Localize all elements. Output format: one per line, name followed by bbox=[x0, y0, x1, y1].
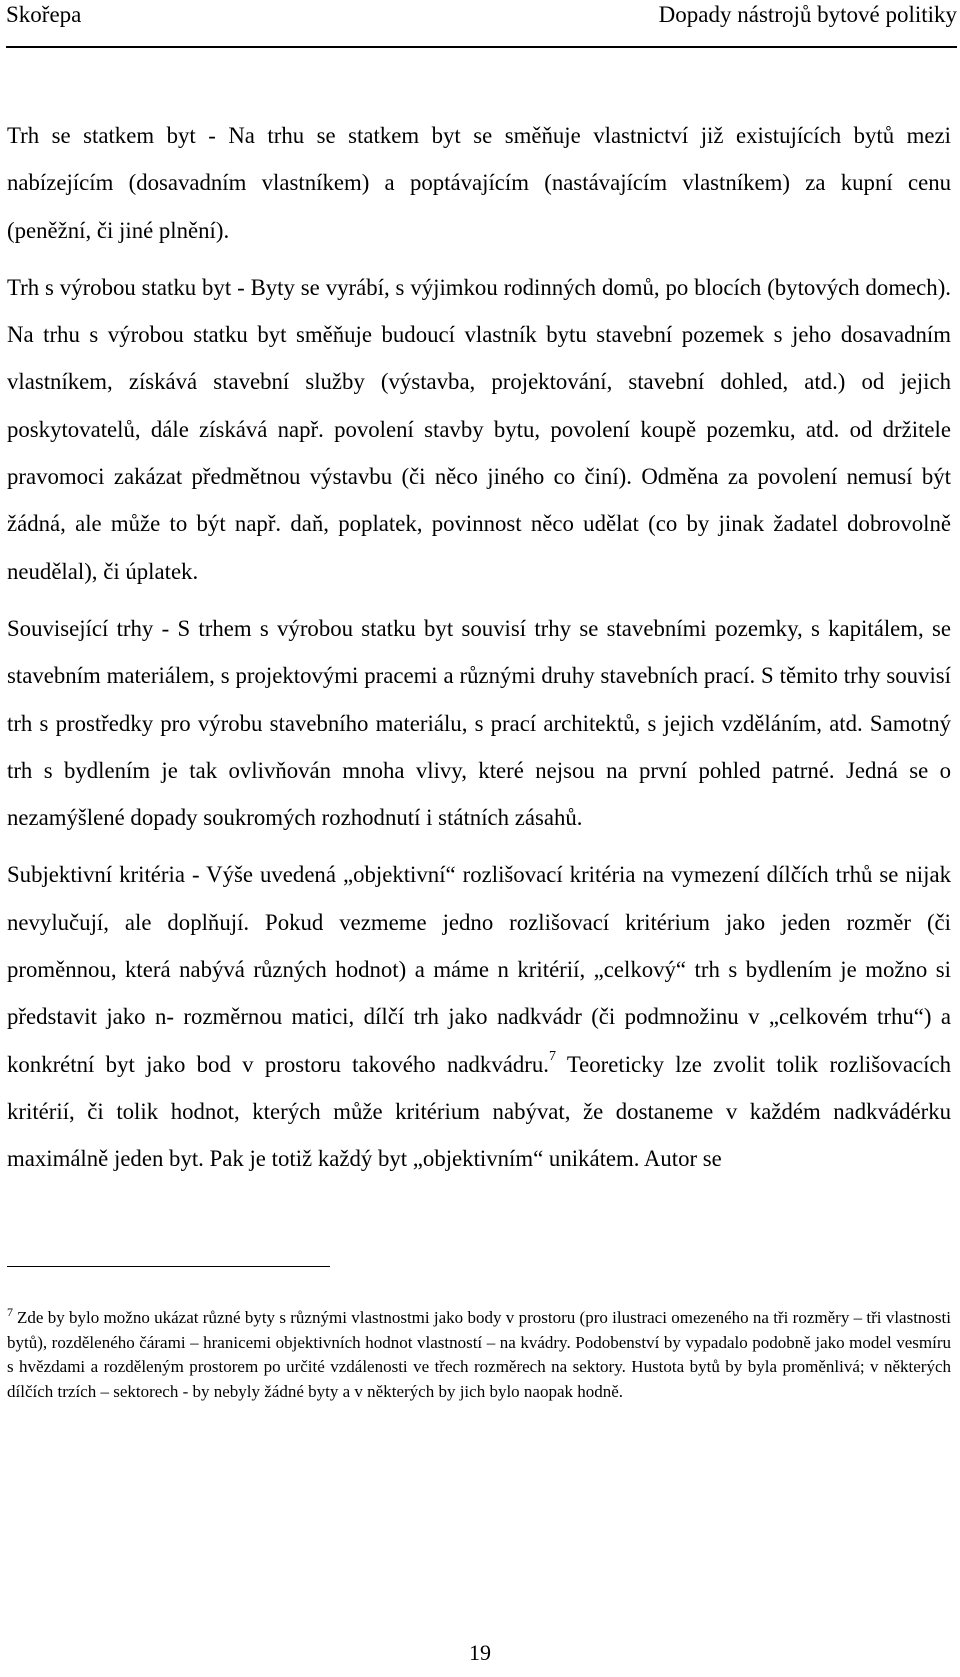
paragraph-market-with-apartments: Trh se statkem byt - Na trhu se statkem byt se směňuje vlastnictví již existujících bytů mezi nabízejícím (dosavadním vlastníkem) a poptávajícím (nastávajícím vlastníkem) za kupní cenu (peněžní, či jiné plnění). bbox=[7, 123, 951, 243]
footnote-text: Zde by bylo možno ukázat různé byty s různými vlastnostmi jako body v prostoru (pro ilustraci omezeného na tři rozměry – tři vlastnosti bytů), rozděleného čárami – hranicemi objektivních hodnot vlastností – na kvádry. Podobenství by vypadalo podobně jako model vesmíru s hvězdami a rozděleným prostorem po určité vzdálenosti ve třech rozměrech na sektory. Hustota bytů by byla proměnlivá; v některých dílčích trzích – sektorech - by nebyly žádné byty a v některých by jich bylo naopak hodně. bbox=[7, 1308, 951, 1401]
footnote-separator bbox=[7, 1266, 330, 1267]
footnote-number: 7 bbox=[7, 1305, 13, 1319]
page-number: 19 bbox=[469, 1640, 491, 1665]
footnote bbox=[7, 1306, 951, 1404]
footnote-reference[interactable]: 7 bbox=[548, 1048, 556, 1064]
paragraph-related-markets: Související trhy - S trhem s výrobou statku byt souvisí trhy se stavebními pozemky, s kapitálem, se stavebním materiálem, s projektovými pracemi a různými druhy stavebních prací. S těmito trhy souvisí trh s prostředky pro výrobu stavebního materiálu, s prací architektů, s jejich vzděláním, atd. Samotný trh s bydlením je tak ovlivňován mnoha vlivy, které nejsou na první pohled patrné. Jedná se o nezamýšlené dopady soukromých rozhodnutí i státních zásahů. bbox=[7, 615, 951, 831]
header-rule bbox=[6, 46, 957, 48]
subjective-criteria-text-2: Teoreticky lze zvolit tolik rozlišovacích kritérií, či tolik hodnot, kterých může kritérium nabývat, že dostaneme v každém nadkvádérku maximálně jeden byt. Pak je totiž každý byt „objektivním“ unikátem. Autor se bbox=[7, 1051, 952, 1172]
page-header bbox=[0, 0, 960, 48]
body-text bbox=[7, 112, 951, 1193]
header-title: Dopady nástrojů bytové politiky bbox=[658, 2, 957, 27]
subjective-criteria-text-1: Subjektivní kritéria - Výše uvedená „objektivní“ rozlišovací kritéria na vymezení dílčích trhů se nijak nevylučují, ale doplňují. Pokud vezmeme jedno rozlišovací kritérium jako jeden rozměr (či proměnnou, která nabývá různých hodnot) a máme n kritérií, „celkový“ trh s bydlením je možno si představit jako n- rozměrnou matici, dílčí trh jako nadkvádr (či podmnožinu v „celkovém trhu“) a konkrétní byt jako bod v prostoru takového nadkvádru. bbox=[7, 862, 951, 1077]
header-author: Skořepa bbox=[6, 2, 82, 27]
paragraph-subjective-criteria bbox=[7, 851, 951, 1182]
paragraph-market-apartment-production: Trh s výrobou statku byt - Byty se vyrábí, s výjimkou rodinných domů, po blocích (bytových domech). Na trhu s výrobou statku byt směňuje budoucí vlastník bytu stavební pozemek s jeho dosavadním vlastníkem, získává stavební služby (výstavba, projektování, stavební dohled, atd.) od jejich poskytovatelů, dále získává např. povolení stavby bytu, povolení koupě pozemku, atd. od držitele pravomoci zakázat předmětnou výstavbu (či něco jiného co činí). Odměna za povolení nemusí být žádná, ale může to být např. daň, poplatek, povinnost něco udělat (co by jinak žadatel dobrovolně neudělal), či úplatek. bbox=[7, 274, 951, 584]
